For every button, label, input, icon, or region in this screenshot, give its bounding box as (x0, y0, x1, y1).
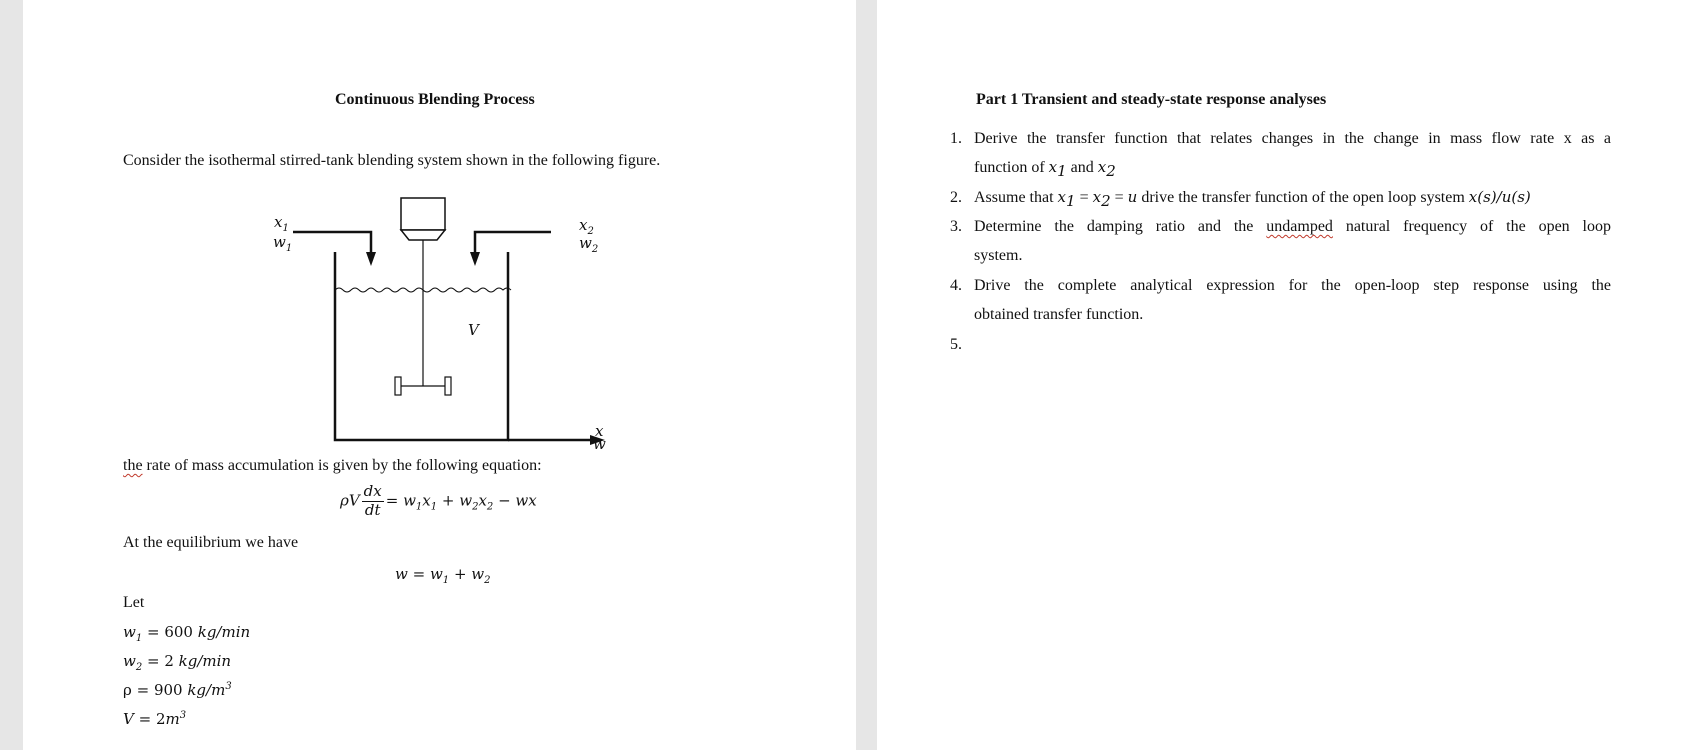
document-title: Continuous Blending Process (335, 91, 535, 108)
list-item (950, 212, 1611, 270)
tank-wall (335, 252, 508, 440)
outlet-w-label: w (593, 435, 606, 453)
volume-label: V (468, 321, 479, 339)
list-number: 5. (950, 336, 962, 353)
equilibrium-equation: $w = w_1 + w_2$ (395, 565, 491, 586)
spellcheck-word: the (123, 457, 143, 474)
right-page (877, 0, 1707, 750)
inlet2-x-label: $x_2$ (579, 216, 594, 237)
list-number: 4. (950, 277, 962, 294)
param-w1: $w_1 = 600$ kg/min (123, 623, 251, 644)
left-page (23, 0, 856, 750)
intro-text: Consider the isothermal stirred-tank blending system shown in the following figure. (123, 152, 661, 169)
let-label: Let (123, 594, 145, 611)
item1-line1: Derive the transfer function that relates changes in the change in mass flow rate x as a (974, 130, 1611, 147)
inlet1-w-label: $w_1$ (273, 233, 293, 254)
spellcheck-word: undamped (1266, 218, 1333, 235)
item5-text[interactable] (974, 330, 1611, 359)
accumulation-text: the rate of mass accumulation is given by the following equation: (123, 457, 542, 474)
list-item (950, 183, 1611, 212)
impeller-blade-right (445, 377, 451, 395)
item4-line2: obtained transfer function. (974, 306, 1144, 323)
item3-line2: system. (974, 247, 1023, 264)
param-w2: $w_2 = 2$ kg/min (123, 652, 232, 673)
list-item (950, 124, 1611, 182)
inlet2-w-label: $w_2$ (579, 234, 599, 255)
derivative-fraction: $\frac{dx}{dt}$ (363, 482, 382, 519)
item4-line1: Drive the complete analytical expression for the open-loop step response using the (974, 277, 1611, 294)
inlet1-arrow (366, 252, 376, 266)
equilibrium-text: At the equilibrium we have (123, 534, 299, 551)
list-item (950, 330, 1611, 359)
mass-balance-equation: ρV $\frac{dx}{dt}$ = $w_1x_1 + w_2x_2$ − wx (340, 482, 537, 519)
outlet-x-label: x (595, 422, 604, 440)
list-number: 1. (950, 130, 962, 147)
param-rho: ρ = 900 $kg/m^3$ (123, 681, 232, 699)
motor-body (401, 198, 445, 230)
inlet1-x-label: $x_1$ (274, 213, 289, 234)
item2-line1: Assume that $x_1 = x_2 = u$ drive the transfer function of the open loop system x(s)/u(s) (974, 188, 1531, 211)
part1-heading: Part 1 Transient and steady-state response analyses (976, 91, 1327, 108)
motor-base (401, 230, 445, 240)
list-number: 3. (950, 218, 962, 235)
list-number: 2. (950, 189, 962, 206)
inlet2-pipe (475, 232, 551, 254)
inlet2-arrow (470, 252, 480, 266)
inlet1-pipe (293, 232, 371, 254)
item1-line2: function of $x_1$ and $x_2$ (974, 158, 1116, 181)
item3-line1: Determine the damping ratio and the undamped natural frequency of the open loop (974, 218, 1611, 235)
list-item (950, 271, 1611, 329)
impeller-blade-left (395, 377, 401, 395)
param-volume: $V = 2m^3$ (123, 710, 187, 728)
